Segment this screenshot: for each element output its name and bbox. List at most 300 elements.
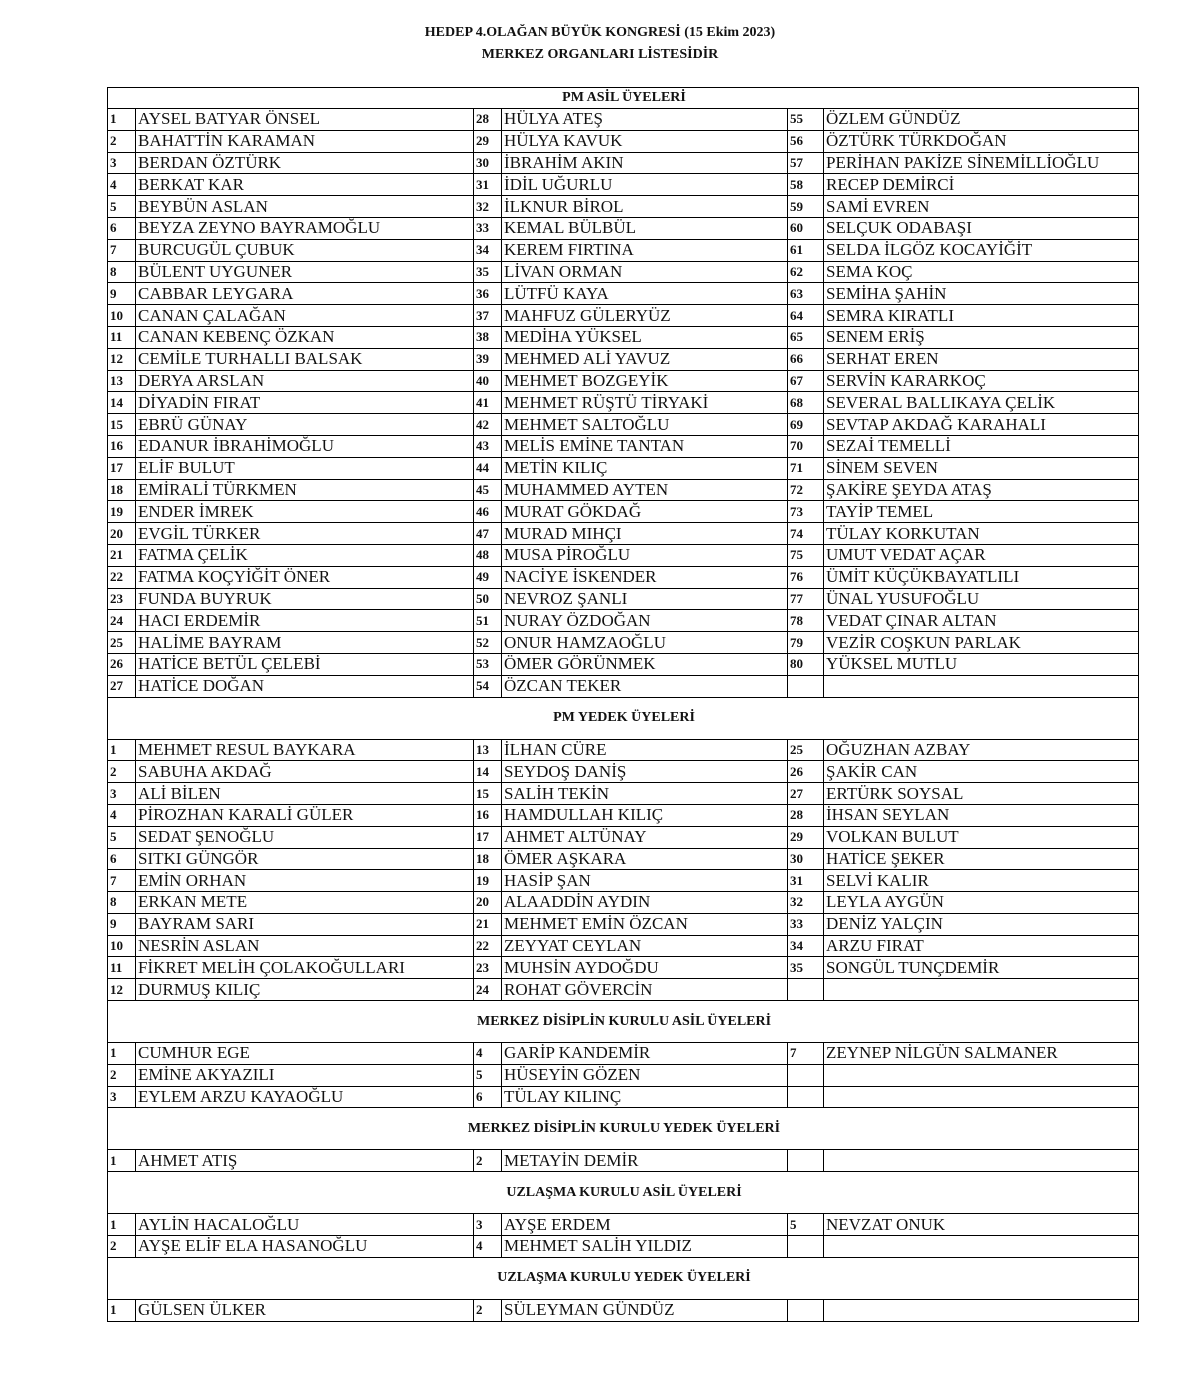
member-name: MEHMED ALİ YAVUZ <box>502 348 788 370</box>
member-name: EMİNE AKYAZILI <box>136 1064 474 1086</box>
member-number: 33 <box>474 217 502 239</box>
member-number <box>788 1299 824 1321</box>
member-number: 26 <box>108 653 136 675</box>
member-name: ÖZCAN TEKER <box>502 675 788 697</box>
member-number: 19 <box>474 870 502 892</box>
member-name: PERİHAN PAKİZE SİNEMİLLİOĞLU <box>824 152 1139 174</box>
member-name: CANAN KEBENÇ ÖZKAN <box>136 326 474 348</box>
member-name: SEDAT ŞENOĞLU <box>136 826 474 848</box>
member-number: 37 <box>474 305 502 327</box>
member-number: 12 <box>108 348 136 370</box>
member-number: 66 <box>788 348 824 370</box>
member-number: 3 <box>108 1086 136 1108</box>
member-number: 3 <box>108 152 136 174</box>
member-name <box>824 1299 1139 1321</box>
member-name: MUHAMMED AYTEN <box>502 479 788 501</box>
member-name: ZEYNEP NİLGÜN SALMANER <box>824 1043 1139 1065</box>
member-number: 2 <box>108 1236 136 1258</box>
table-row <box>108 283 1139 305</box>
member-name: MUSA PİROĞLU <box>502 544 788 566</box>
member-number: 23 <box>108 588 136 610</box>
member-number: 72 <box>788 479 824 501</box>
table-row <box>108 848 1139 870</box>
member-name: SELDA İLGÖZ KOCAYİĞİT <box>824 239 1139 261</box>
member-name: UMUT VEDAT AÇAR <box>824 544 1139 566</box>
member-number: 65 <box>788 326 824 348</box>
member-name: SENEM ERİŞ <box>824 326 1139 348</box>
member-number <box>788 1064 824 1086</box>
member-number: 6 <box>474 1086 502 1108</box>
member-name: HÜSEYİN GÖZEN <box>502 1064 788 1086</box>
member-name: LEYLA AYGÜN <box>824 892 1139 914</box>
table-row <box>108 957 1139 979</box>
member-number: 77 <box>788 588 824 610</box>
member-number: 8 <box>108 261 136 283</box>
section-header-row <box>108 1108 1139 1150</box>
member-number: 6 <box>108 848 136 870</box>
document-title: HEDEP 4.OLAĞAN BÜYÜK KONGRESİ (15 Ekim 2023) <box>424 25 776 40</box>
member-number: 17 <box>474 826 502 848</box>
table-row <box>108 370 1139 392</box>
member-name <box>824 1064 1139 1086</box>
member-number: 4 <box>474 1043 502 1065</box>
table-row <box>108 457 1139 479</box>
member-name: CUMHUR EGE <box>136 1043 474 1065</box>
member-number <box>788 675 824 697</box>
member-name: BURCUGÜL ÇUBUK <box>136 239 474 261</box>
table-row <box>108 610 1139 632</box>
member-number: 49 <box>474 566 502 588</box>
member-name: CEMİLE TURHALLI BALSAK <box>136 348 474 370</box>
member-number: 10 <box>108 935 136 957</box>
member-number: 4 <box>474 1236 502 1258</box>
table-row <box>108 675 1139 697</box>
member-name: BERDAN ÖZTÜRK <box>136 152 474 174</box>
member-name: AYSEL BATYAR ÖNSEL <box>136 109 474 131</box>
member-number: 29 <box>788 826 824 848</box>
member-number: 25 <box>788 739 824 761</box>
table-row <box>108 653 1139 675</box>
member-name: OĞUZHAN AZBAY <box>824 739 1139 761</box>
member-number: 54 <box>474 675 502 697</box>
member-number: 52 <box>474 632 502 654</box>
member-number: 11 <box>108 326 136 348</box>
member-name: AHMET ALTÜNAY <box>502 826 788 848</box>
members-table <box>107 87 1139 1322</box>
member-number: 35 <box>788 957 824 979</box>
member-name: HATİCE ŞEKER <box>824 848 1139 870</box>
member-number: 62 <box>788 261 824 283</box>
table-row <box>108 305 1139 327</box>
member-name: SİNEM SEVEN <box>824 457 1139 479</box>
member-name: FUNDA BUYRUK <box>136 588 474 610</box>
table-row <box>108 152 1139 174</box>
table-row <box>108 1043 1139 1065</box>
member-name: VEZİR COŞKUN PARLAK <box>824 632 1139 654</box>
member-name: MAHFUZ GÜLERYÜZ <box>502 305 788 327</box>
member-name <box>824 1086 1139 1108</box>
member-name: TÜLAY KILINÇ <box>502 1086 788 1108</box>
table-row <box>108 566 1139 588</box>
member-name: MEHMET RESUL BAYKARA <box>136 739 474 761</box>
member-number: 1 <box>108 1043 136 1065</box>
member-name: HATİCE BETÜL ÇELEBİ <box>136 653 474 675</box>
table-row <box>108 479 1139 501</box>
member-name: MELİS EMİNE TANTAN <box>502 435 788 457</box>
member-name: SELVİ KALIR <box>824 870 1139 892</box>
member-name: ERTÜRK SOYSAL <box>824 783 1139 805</box>
member-number: 2 <box>108 761 136 783</box>
member-number: 27 <box>108 675 136 697</box>
member-name: ÜNAL YUSUFOĞLU <box>824 588 1139 610</box>
member-number: 18 <box>474 848 502 870</box>
member-number: 46 <box>474 501 502 523</box>
member-name: EYLEM ARZU KAYAOĞLU <box>136 1086 474 1108</box>
member-name: ÖMER GÖRÜNMEK <box>502 653 788 675</box>
member-name: İBRAHİM AKIN <box>502 152 788 174</box>
member-number: 4 <box>108 174 136 196</box>
member-name: ZEYYAT CEYLAN <box>502 935 788 957</box>
member-number: 55 <box>788 109 824 131</box>
member-number: 21 <box>108 544 136 566</box>
member-number <box>788 1150 824 1172</box>
member-number: 7 <box>108 239 136 261</box>
section-header-row <box>108 88 1139 109</box>
member-number: 69 <box>788 414 824 436</box>
member-name: SITKI GÜNGÖR <box>136 848 474 870</box>
member-number: 30 <box>474 152 502 174</box>
member-number: 45 <box>474 479 502 501</box>
member-name: BAYRAM SARI <box>136 913 474 935</box>
table-row <box>108 392 1139 414</box>
member-name: DERYA ARSLAN <box>136 370 474 392</box>
table-row <box>108 501 1139 523</box>
member-name: ALAADDİN AYDIN <box>502 892 788 914</box>
section-title: PM YEDEK ÜYELERİ <box>108 697 1139 739</box>
table-row <box>108 1064 1139 1086</box>
member-name: TÜLAY KORKUTAN <box>824 523 1139 545</box>
table-row <box>108 348 1139 370</box>
member-number: 68 <box>788 392 824 414</box>
table-row <box>108 935 1139 957</box>
member-number <box>788 979 824 1001</box>
member-name: HAMDULLAH KILIÇ <box>502 804 788 826</box>
member-name: FATMA KOÇYİĞİT ÖNER <box>136 566 474 588</box>
member-name: SÜLEYMAN GÜNDÜZ <box>502 1299 788 1321</box>
section-title: MERKEZ DİSİPLİN KURULU YEDEK ÜYELERİ <box>108 1108 1139 1150</box>
member-name: SAMİ EVREN <box>824 196 1139 218</box>
member-name: HACI ERDEMİR <box>136 610 474 632</box>
member-name: SEVERAL BALLIKAYA ÇELİK <box>824 392 1139 414</box>
member-number: 22 <box>474 935 502 957</box>
member-number: 42 <box>474 414 502 436</box>
member-name: BERKAT KAR <box>136 174 474 196</box>
member-number: 76 <box>788 566 824 588</box>
member-number: 59 <box>788 196 824 218</box>
member-name: CANAN ÇALAĞAN <box>136 305 474 327</box>
member-name: İLKNUR BİROL <box>502 196 788 218</box>
member-number: 33 <box>788 913 824 935</box>
member-name: EMİRALİ TÜRKMEN <box>136 479 474 501</box>
member-name: RECEP DEMİRCİ <box>824 174 1139 196</box>
member-name: MEHMET RÜŞTÜ TİRYAKİ <box>502 392 788 414</box>
section-header-row <box>108 697 1139 739</box>
member-name: MURAD MIHÇI <box>502 523 788 545</box>
member-name: BÜLENT UYGUNER <box>136 261 474 283</box>
member-name: AYLİN HACALOĞLU <box>136 1214 474 1236</box>
member-name: EBRÜ GÜNAY <box>136 414 474 436</box>
member-number: 14 <box>108 392 136 414</box>
table-row <box>108 632 1139 654</box>
table-row <box>108 1086 1139 1108</box>
member-number: 18 <box>108 479 136 501</box>
member-number: 56 <box>788 130 824 152</box>
member-name: HATİCE DOĞAN <box>136 675 474 697</box>
member-name: TAYİP TEMEL <box>824 501 1139 523</box>
member-number: 57 <box>788 152 824 174</box>
member-name: SEZAİ TEMELLİ <box>824 435 1139 457</box>
member-number: 47 <box>474 523 502 545</box>
member-name: ÜMİT KÜÇÜKBAYATLILI <box>824 566 1139 588</box>
member-number: 25 <box>108 632 136 654</box>
section-title: MERKEZ DİSİPLİN KURULU ASİL ÜYELERİ <box>108 1001 1139 1043</box>
member-number: 17 <box>108 457 136 479</box>
member-number: 31 <box>474 174 502 196</box>
member-number: 20 <box>108 523 136 545</box>
member-number: 16 <box>108 435 136 457</box>
member-number: 73 <box>788 501 824 523</box>
table-row <box>108 523 1139 545</box>
member-name: ELİF BULUT <box>136 457 474 479</box>
member-number: 3 <box>474 1214 502 1236</box>
member-name: FATMA ÇELİK <box>136 544 474 566</box>
member-name: MEHMET BOZGEYİK <box>502 370 788 392</box>
member-number: 28 <box>474 109 502 131</box>
member-number: 13 <box>474 739 502 761</box>
member-name: ALİ BİLEN <box>136 783 474 805</box>
member-number: 1 <box>108 1299 136 1321</box>
member-name: SERHAT EREN <box>824 348 1139 370</box>
member-number: 5 <box>474 1064 502 1086</box>
member-number: 44 <box>474 457 502 479</box>
member-name: PİROZHAN KARALİ GÜLER <box>136 804 474 826</box>
member-name: İLHAN CÜRE <box>502 739 788 761</box>
member-number: 32 <box>788 892 824 914</box>
member-name: AHMET ATIŞ <box>136 1150 474 1172</box>
member-name: LİVAN ORMAN <box>502 261 788 283</box>
member-number: 2 <box>474 1150 502 1172</box>
member-number: 61 <box>788 239 824 261</box>
member-number: 24 <box>474 979 502 1001</box>
member-number: 15 <box>474 783 502 805</box>
member-name: SERVİN KARARKOÇ <box>824 370 1139 392</box>
member-number: 67 <box>788 370 824 392</box>
member-name <box>824 979 1139 1001</box>
table-row <box>108 435 1139 457</box>
member-name: ONUR HAMZAOĞLU <box>502 632 788 654</box>
member-number: 35 <box>474 261 502 283</box>
member-name: ŞAKİR CAN <box>824 761 1139 783</box>
table-row <box>108 414 1139 436</box>
member-name: FİKRET MELİH ÇOLAKOĞULLARI <box>136 957 474 979</box>
member-number: 10 <box>108 305 136 327</box>
member-number: 74 <box>788 523 824 545</box>
member-number: 19 <box>108 501 136 523</box>
member-number: 20 <box>474 892 502 914</box>
member-number: 22 <box>108 566 136 588</box>
member-number: 13 <box>108 370 136 392</box>
member-name: SEMRA KIRATLI <box>824 305 1139 327</box>
member-name: SELÇUK ODABAŞI <box>824 217 1139 239</box>
member-number: 9 <box>108 283 136 305</box>
member-name: SONGÜL TUNÇDEMİR <box>824 957 1139 979</box>
member-number: 5 <box>108 196 136 218</box>
member-name: NEVZAT ONUK <box>824 1214 1139 1236</box>
member-number: 80 <box>788 653 824 675</box>
section-title: PM ASİL ÜYELERİ <box>108 88 1139 109</box>
member-name: MEHMET EMİN ÖZCAN <box>502 913 788 935</box>
member-number: 60 <box>788 217 824 239</box>
member-number: 23 <box>474 957 502 979</box>
member-name: MURAT GÖKDAĞ <box>502 501 788 523</box>
member-name: LÜTFÜ KAYA <box>502 283 788 305</box>
table-row <box>108 739 1139 761</box>
member-number: 36 <box>474 283 502 305</box>
member-name: AYŞE ERDEM <box>502 1214 788 1236</box>
member-name: AYŞE ELİF ELA HASANOĞLU <box>136 1236 474 1258</box>
table-row <box>108 1214 1139 1236</box>
table-row <box>108 130 1139 152</box>
member-number: 75 <box>788 544 824 566</box>
member-name: HÜLYA KAVUK <box>502 130 788 152</box>
member-number: 7 <box>108 870 136 892</box>
member-number: 64 <box>788 305 824 327</box>
member-number: 1 <box>108 1150 136 1172</box>
member-name: HALİME BAYRAM <box>136 632 474 654</box>
member-number: 1 <box>108 109 136 131</box>
table-row <box>108 804 1139 826</box>
member-name: EDANUR İBRAHİMOĞLU <box>136 435 474 457</box>
member-number: 38 <box>474 326 502 348</box>
member-name: METAYİN DEMİR <box>502 1150 788 1172</box>
member-name: İHSAN SEYLAN <box>824 804 1139 826</box>
table-row <box>108 239 1139 261</box>
member-number: 71 <box>788 457 824 479</box>
table-row <box>108 588 1139 610</box>
member-name: VOLKAN BULUT <box>824 826 1139 848</box>
member-number: 53 <box>474 653 502 675</box>
member-number: 24 <box>108 610 136 632</box>
section-title: UZLAŞMA KURULU YEDEK ÜYELERİ <box>108 1257 1139 1299</box>
document-subtitle: MERKEZ ORGANLARI LİSTESİDİR <box>481 47 719 62</box>
table-row <box>108 196 1139 218</box>
member-number: 34 <box>788 935 824 957</box>
member-number: 28 <box>788 804 824 826</box>
table-row <box>108 892 1139 914</box>
member-number: 32 <box>474 196 502 218</box>
table-row <box>108 1299 1139 1321</box>
member-name: DENİZ YALÇIN <box>824 913 1139 935</box>
member-name: SALİH TEKİN <box>502 783 788 805</box>
member-name: BEYBÜN ASLAN <box>136 196 474 218</box>
member-name: BEYZA ZEYNO BAYRAMOĞLU <box>136 217 474 239</box>
member-number: 21 <box>474 913 502 935</box>
member-name: MUHSİN AYDOĞDU <box>502 957 788 979</box>
member-number: 2 <box>108 130 136 152</box>
member-name: ÖZTÜRK TÜRKDOĞAN <box>824 130 1139 152</box>
member-number: 6 <box>108 217 136 239</box>
table-row <box>108 870 1139 892</box>
member-number: 3 <box>108 783 136 805</box>
table-row <box>108 109 1139 131</box>
member-number: 51 <box>474 610 502 632</box>
member-number: 79 <box>788 632 824 654</box>
member-name: HÜLYA ATEŞ <box>502 109 788 131</box>
member-number: 39 <box>474 348 502 370</box>
member-name: EVGİL TÜRKER <box>136 523 474 545</box>
table-row <box>108 326 1139 348</box>
member-number: 78 <box>788 610 824 632</box>
member-name: ENDER İMREK <box>136 501 474 523</box>
table-row <box>108 544 1139 566</box>
section-header-row <box>108 1001 1139 1043</box>
member-number: 29 <box>474 130 502 152</box>
member-name: MEDİHA YÜKSEL <box>502 326 788 348</box>
member-number: 5 <box>108 826 136 848</box>
member-name: SEMA KOÇ <box>824 261 1139 283</box>
member-name: ŞAKİRE ŞEYDA ATAŞ <box>824 479 1139 501</box>
member-number <box>788 1236 824 1258</box>
member-name: BAHATTİN KARAMAN <box>136 130 474 152</box>
member-name: MEHMET SALTOĞLU <box>502 414 788 436</box>
member-name: GARİP KANDEMİR <box>502 1043 788 1065</box>
member-number: 34 <box>474 239 502 261</box>
table-row <box>108 1150 1139 1172</box>
member-name: NEVROZ ŞANLI <box>502 588 788 610</box>
member-name: EMİN ORHAN <box>136 870 474 892</box>
member-number: 16 <box>474 804 502 826</box>
table-row <box>108 1236 1139 1258</box>
member-number: 50 <box>474 588 502 610</box>
member-number: 41 <box>474 392 502 414</box>
member-number: 2 <box>474 1299 502 1321</box>
member-number: 70 <box>788 435 824 457</box>
table-row <box>108 261 1139 283</box>
member-name <box>824 675 1139 697</box>
member-name: DURMUŞ KILIÇ <box>136 979 474 1001</box>
member-name: NACİYE İSKENDER <box>502 566 788 588</box>
member-number: 12 <box>108 979 136 1001</box>
member-name: MEHMET SALİH YILDIZ <box>502 1236 788 1258</box>
member-number: 43 <box>474 435 502 457</box>
member-name: ARZU FIRAT <box>824 935 1139 957</box>
table-row <box>108 826 1139 848</box>
member-name: SEMİHA ŞAHİN <box>824 283 1139 305</box>
member-name: GÜLSEN ÜLKER <box>136 1299 474 1321</box>
member-number: 7 <box>788 1043 824 1065</box>
member-number: 27 <box>788 783 824 805</box>
section-header-row <box>108 1172 1139 1214</box>
member-number: 15 <box>108 414 136 436</box>
member-name <box>824 1236 1139 1258</box>
table-row <box>108 979 1139 1001</box>
section-title: UZLAŞMA KURULU ASİL ÜYELERİ <box>108 1172 1139 1214</box>
member-name <box>824 1150 1139 1172</box>
table-row <box>108 913 1139 935</box>
table-row <box>108 174 1139 196</box>
member-name: ROHAT GÖVERCİN <box>502 979 788 1001</box>
member-name: DİYADİN FIRAT <box>136 392 474 414</box>
